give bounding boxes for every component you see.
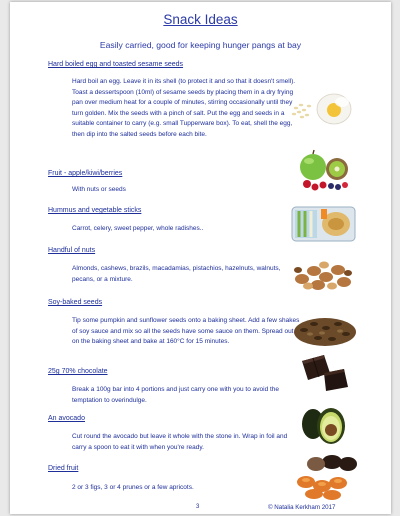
section-heading-egg: Hard boiled egg and toasted sesame seeds	[48, 61, 184, 68]
section-body-fruit: With nuts or seeds	[72, 186, 126, 193]
document-page	[10, 2, 391, 514]
copyright-notice: © Natalia Kerkham 2017	[268, 504, 336, 511]
section-heading-fruit: Fruit - apple/kiwi/berries	[48, 170, 123, 177]
section-body-egg: Hard boil an egg. Leave it in its shell (to protect it and so that it doesn't smell). Toast a dessertspoon (10ml) of sesame seeds by placing them in a dry frying pan over medium heat for a couple of minutes, stirring occasionally until they turn golden. Mix the seeds with a pinch of salt. Put the egg and seeds in a suitable container to carry (e.g. small Tupperware box). To eat, shell the egg, then dip into the salted seeds before each bite.	[72, 78, 296, 138]
section-heading-dried-fruit: Dried fruit	[48, 465, 79, 472]
page-subtitle: Easily carried, good for keeping hunger pangs at bay	[99, 40, 302, 50]
dried-fruit-icon	[292, 450, 362, 500]
nuts-icon	[290, 255, 356, 295]
egg-sesame-icon	[286, 88, 358, 130]
section-body-hummus: Carrot, celery, sweet pepper, whole radishes..	[72, 225, 204, 232]
section-body-seeds: Tip some pumpkin and sunflower seeds onto a baking sheet. Add a few shakes of soy sauce and mix so all the seeds have some sauce on them. Spread out on the baking sheet and bake at 160°C for 15 minutes.	[72, 317, 300, 345]
page-number: 3	[196, 504, 200, 510]
fruit-icon	[293, 149, 355, 193]
section-body-dried-fruit: 2 or 3 figs, 3 or 4 prunes or a few apricots.	[72, 484, 194, 491]
section-heading-nuts: Handful of nuts	[48, 247, 96, 254]
seeds-icon	[292, 312, 358, 348]
section-heading-hummus: Hummus and vegetable sticks	[48, 207, 142, 214]
section-heading-chocolate: 25g 70% chocolate	[48, 368, 108, 375]
chocolate-icon	[296, 353, 350, 393]
section-body-chocolate: Break a 100g bar into 4 portions and just carry one with you to avoid the temptation to overindulge.	[72, 386, 280, 404]
section-heading-seeds: Soy-baked seeds	[48, 299, 103, 306]
hummus-veg-icon	[291, 205, 357, 243]
section-body-avocado: Cut round the avocado but leave it whole with the stone in. Wrap in foil and carry a spoon to eat it with when you're ready.	[72, 433, 288, 451]
section-body-nuts: Almonds, cashews, brazils, macadamias, pistachios, hazelnuts, walnuts, pecans, or a mixture.	[72, 265, 281, 283]
avocado-icon	[299, 404, 349, 446]
section-heading-avocado: An avocado	[48, 415, 85, 422]
page-title: Snack Ideas	[163, 12, 238, 27]
